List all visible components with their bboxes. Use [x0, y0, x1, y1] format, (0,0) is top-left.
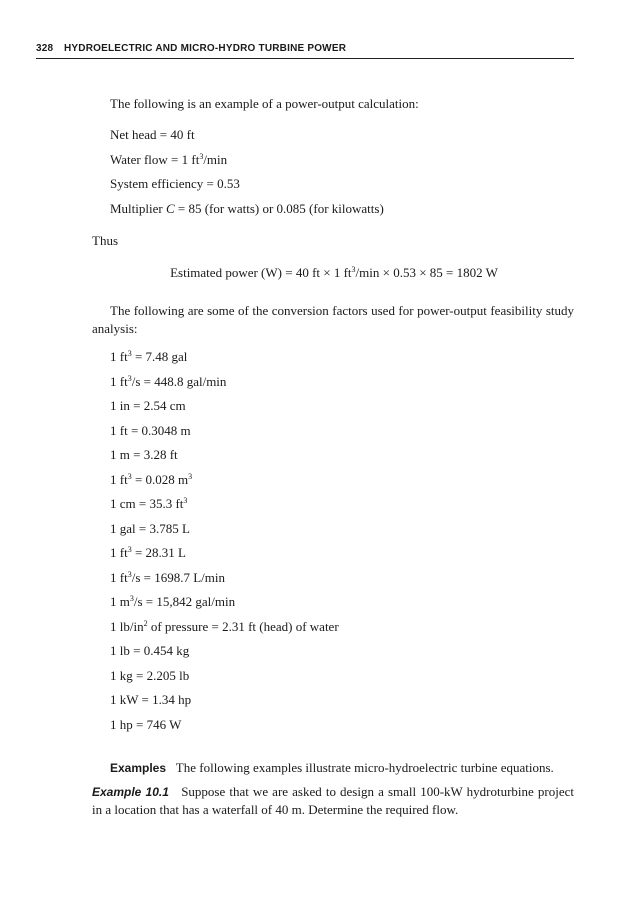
conversion-item-pre: 1 m = 3.28 ft — [110, 447, 178, 462]
conversion-item-pre: 1 gal = 3.785 L — [110, 520, 190, 536]
conversion-item-sup: 3 — [127, 373, 132, 383]
conversion-item-post: of pressure = 2.31 ft (head) of water — [147, 618, 339, 634]
input-line-pre: Water flow = 1 ft — [110, 152, 200, 167]
conversion-item-post: /s = 1698.7 L/min — [131, 569, 225, 585]
conversion-item-pre: 1 m — [110, 594, 130, 609]
conversion-item-pre: 1 kg = 2.205 lb — [110, 667, 190, 683]
conversion-item — [110, 521, 190, 537]
conversion-item-pre: 1 ft — [110, 471, 128, 487]
conversion-item-sup: 3 — [127, 471, 132, 481]
conversion-item-pre: 1 lb/in — [110, 618, 144, 634]
equation-exponent: 3 — [351, 265, 356, 274]
conversion-item-pre: 1 lb = 0.454 kg — [110, 643, 190, 658]
conversion-item-post: = 7.48 gal — [131, 349, 188, 364]
input-line-post: /min — [203, 152, 228, 167]
conversion-item — [110, 447, 178, 463]
input-line-pre: Net head = 40 ft — [110, 127, 195, 142]
examples-paragraph — [92, 759, 574, 777]
conversion-item — [110, 545, 186, 561]
thus-text: Thus — [92, 233, 118, 248]
conversion-item-pre: 1 ft — [110, 373, 128, 389]
conversion-item — [110, 398, 186, 414]
conversion-item-post: /s = 15,842 gal/min — [133, 594, 236, 609]
example-10-1-lead: Example 10.1 — [92, 785, 169, 799]
input-line — [110, 152, 227, 168]
conversion-item-pre: 1 ft — [110, 349, 128, 364]
equation-left: Estimated power (W) = 40 ft × 1 ft — [170, 265, 352, 280]
conversion-item-post: = 28.31 L — [131, 545, 186, 560]
example-10-1-text: Suppose that we are asked to design a small 100-kW hydroturbine project in a location that has a waterfall of 40 m. Determine the required flow. — [92, 784, 574, 817]
examples-lead: Examples — [110, 761, 167, 775]
input-line-pre: Multiplier — [110, 201, 166, 216]
conversion-item — [110, 423, 191, 439]
intro-text: The following is an example of a power-output calculation: — [110, 96, 419, 111]
conversion-item-sup: 3 — [127, 545, 132, 554]
conversion-item-sup: 3 — [127, 349, 132, 358]
conversion-intro: The following are some of the conversion factors used for power-output feasibility study analysis: — [92, 303, 574, 336]
conversion-item — [110, 668, 189, 684]
conversion-item-pre: 1 ft = 0.3048 m — [110, 422, 191, 438]
example-10-1-paragraph — [92, 783, 574, 819]
input-line-sup: 3 — [199, 152, 204, 161]
conversion-item-post: = 0.028 m — [131, 471, 189, 487]
conversion-item-post: /s = 448.8 gal/min — [131, 373, 227, 389]
conversion-item — [110, 643, 189, 659]
conversion-item-pre: 1 hp = 746 W — [110, 716, 182, 732]
conversion-item — [110, 570, 225, 586]
conversion-item — [110, 472, 192, 488]
conversion-item-sup: 3 — [129, 594, 134, 603]
conversion-item-sup: 3 — [127, 569, 132, 579]
conversion-item — [110, 717, 181, 733]
examples-text: The following examples illustrate micro-hydroelectric turbine equations. — [175, 760, 554, 775]
power-equation — [0, 265, 622, 281]
conversion-item-pre: 1 kW = 1.34 hp — [110, 692, 192, 707]
input-line — [110, 127, 195, 143]
conversion-item-sup2: 3 — [188, 471, 193, 481]
input-line-pre: System efficiency = 0.53 — [110, 176, 240, 191]
conversion-item-pre: 1 cm = 35.3 ft — [110, 496, 184, 511]
conversion-item-pre: 1 ft — [110, 545, 128, 560]
page-number: 328 — [36, 43, 54, 54]
conversion-item-sup: 3 — [183, 496, 188, 505]
conversion-item-pre: 1 in = 2.54 cm — [110, 398, 186, 413]
conversion-item — [110, 619, 339, 635]
conversion-item-pre: 1 ft — [110, 569, 128, 585]
conversion-item-sup: 2 — [143, 618, 148, 628]
conversion-item — [110, 496, 187, 512]
input-line-italic: C — [165, 201, 175, 216]
conversion-item — [110, 349, 187, 365]
input-line — [110, 201, 384, 217]
conversion-item — [110, 594, 235, 610]
input-line — [110, 176, 240, 192]
running-header — [36, 40, 574, 59]
conversion-item — [110, 374, 226, 390]
conversion-item — [110, 692, 191, 708]
input-line-post: = 85 (for watts) or 0.085 (for kilowatts) — [174, 201, 384, 216]
running-title: HYDROELECTRIC AND MICRO-HYDRO TURBINE POWER — [64, 43, 347, 54]
equation-right: /min × 0.53 × 85 = 1802 W — [355, 265, 498, 280]
